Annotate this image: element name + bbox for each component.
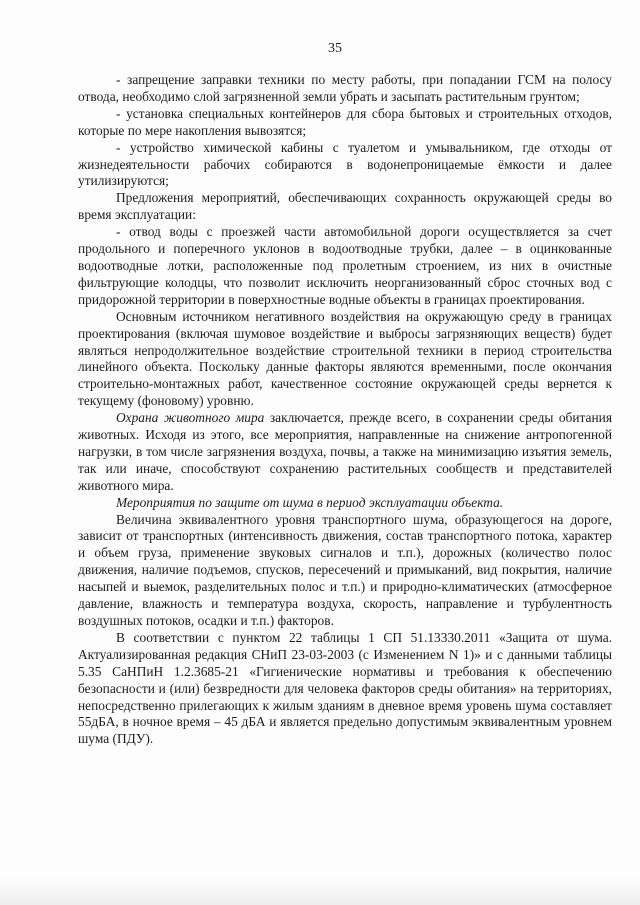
paragraph-chemical-toilet: - устройство химической кабины с туалетом и умывальником, где отходы от жизнедеятельности рабочих собираются в водонепроницаемые ёмкости и далее утилизируются; [78, 139, 612, 189]
page-number: 35 [328, 41, 342, 56]
paragraph-noise-level: Величина эквивалентного уровня транспортного шума, образующегося на дороге, зависит от транспортных (интенсивность движения, состав транспортного потока, характер и объем груза, применение звуковых сигналов и т.п.), дорожных (количество полос движения, наличие подъемов, спусков, пересечений и примыканий, вид покрытия, наличие насыпей и выемок, разделительных полос и т.п.) и природно-климатических (атмосферное давление, влажность и температура воздуха, скорость, направление и турбулентность воздушных потоков, осадки и т.п.) факторов. [78, 511, 612, 628]
paragraph-waste-containers: - установка специальных контейнеров для сбора бытовых и строительных отходов, которые по мере накопления вывозятся; [78, 105, 612, 138]
document-body [78, 72, 612, 748]
paragraph-water-drainage: - отвод воды с проезжей части автомобильной дороги осуществляется за счет продольного и поперечного уклонов в водоотводные трубки, далее – в оцинкованные водоотводные лотки, расположенные под пролетным строением, из них в очистные фильтрующие колодцы, что позволит исключить неорганизованный сброс сточных вод с придорожной территории в поверхностные водные объекты в границах проектирования. [78, 224, 612, 307]
fauna-heading: Охрана животного мира [116, 410, 265, 426]
noise-section-heading: Мероприятия по защите от шума в период эксплуатации объекта. [116, 494, 504, 510]
paragraph-negative-impact: Основным источником негативного воздействия на окружающую среду в границах проектирования (включая шумовое воздействие и выбросы загрязняющих веществ) будет являться непродолжительное воздействие строительной техники в период строительства линейного объекта. Поскольку данные факторы являются временными, после окончания строительно-монтажных работ, качественное состояние окружающей среды вернется к текущему (фоновому) уровню. [78, 308, 612, 409]
paragraph-noise-norms: В соответствии с пунктом 22 таблицы 1 СП 51.13330.2011 «Защита от шума. Актуализированная редакция СНиП 23-03-2003 (с Изменением N 1)» и с данными таблицы 5.35 СаНПиН 1.2.3685-21 «Гигиенические нормативы и требования к обеспечению безопасности и (или) безвредности для человека факторов среды обитания» на территориях, непосредственно прилегающих к жилым зданиям в дневное время уровень шума составляет 55дБА, в ночное время – 45 дБА и является предельно допустимым эквивалентным уровнем шума (ПДУ). [78, 629, 612, 747]
paragraph-fauna-protection [78, 410, 612, 495]
paragraph-fuel-restriction: - запрещение заправки техники по месту работы, при попадании ГСМ на полосу отвода, необходимо слой загрязненной земли убрать и засыпать растительным грунтом; [78, 72, 612, 104]
scan-bottom-shadow [0, 877, 640, 905]
fauna-text: заключается, прежде всего, в сохранении среды обитания животных. Исходя из этого, все мероприятия, направленные на снижение антропогенной нагрузки, в том числе загрязнения воздуха, почвы, а также на минимизацию изъятия земель, так или иначе, способствуют сохранению растительных сообществ и представителей животного мира. [78, 410, 612, 493]
paragraph-operation-measures: Предложения мероприятий, обеспечивающих сохранность окружающей среды во время эксплуатации: [78, 190, 612, 223]
